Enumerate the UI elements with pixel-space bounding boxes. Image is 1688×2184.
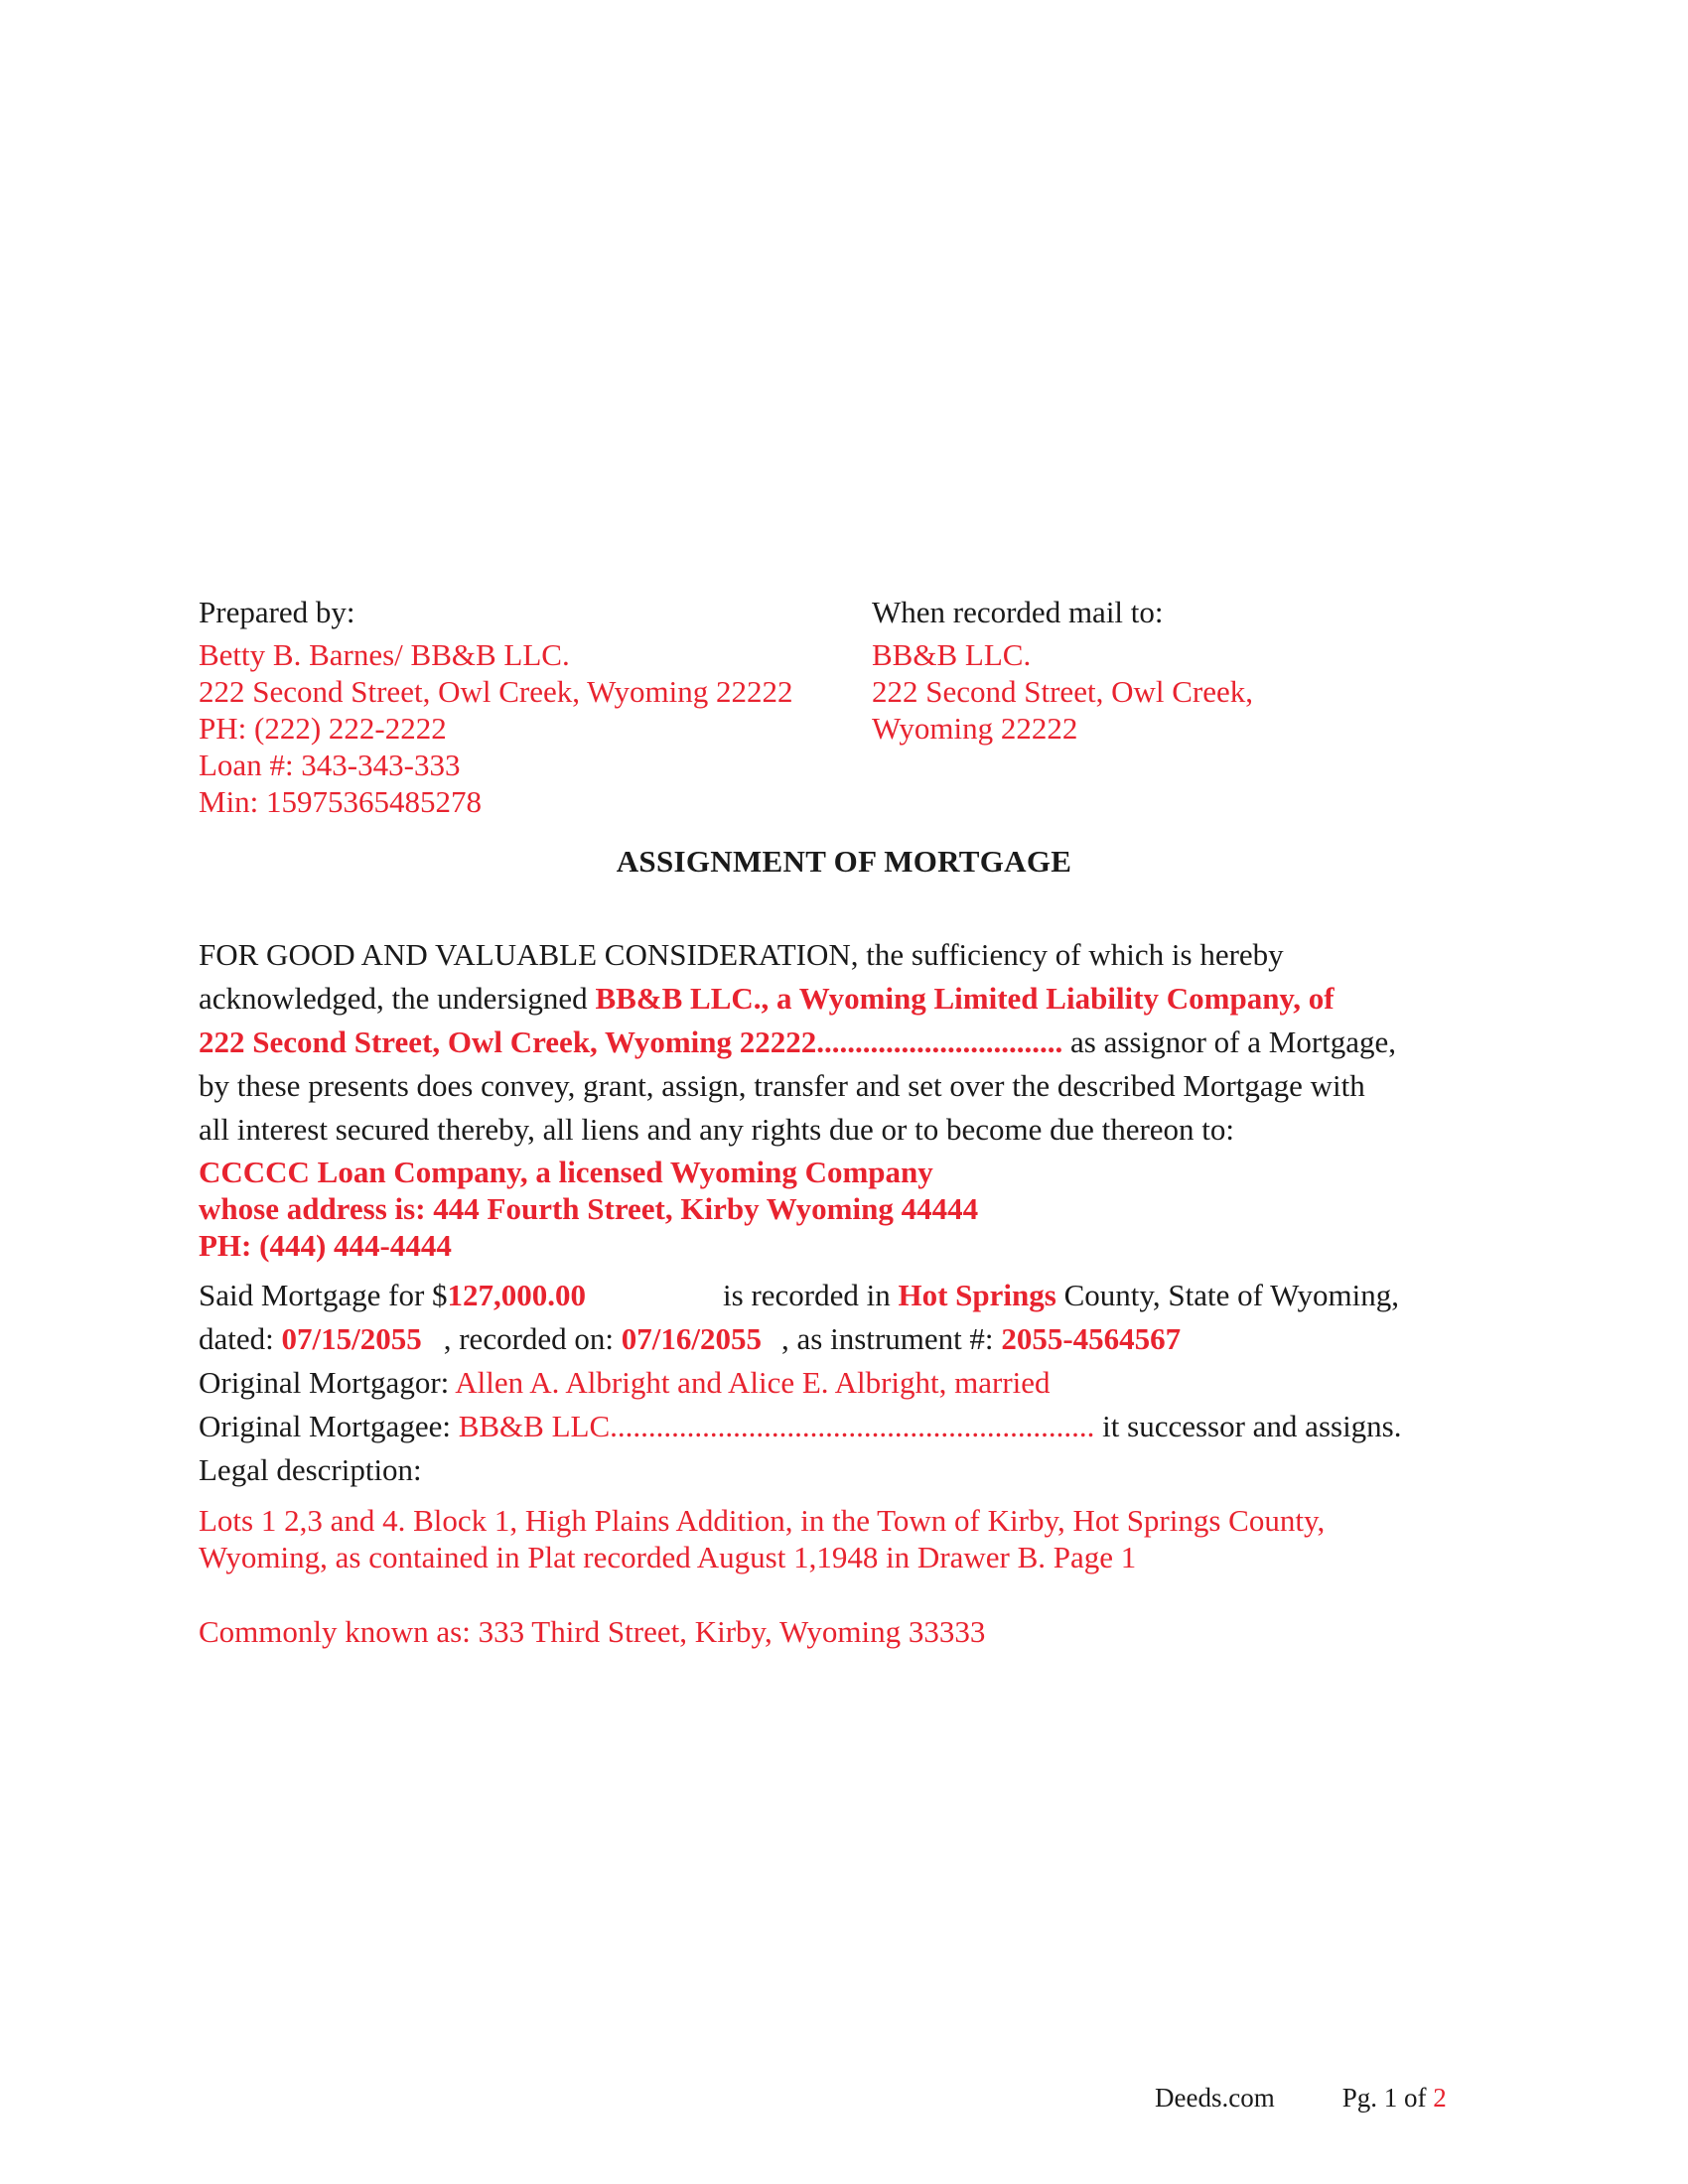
- document-body: [199, 933, 1489, 1650]
- consideration-line-3: [199, 1021, 1489, 1064]
- mortgage-dates-line: [199, 1317, 1489, 1361]
- prepared-by-label: Prepared by:: [199, 595, 355, 629]
- mortgage-amount-line: [199, 1274, 1489, 1317]
- commonly-known-as: Commonly known as: 333 Third Street, Kirby, Wyoming 33333: [199, 1614, 986, 1649]
- legal-description-line-2: Wyoming, as contained in Plat recorded August 1,1948 in Drawer B. Page 1: [199, 1540, 1137, 1574]
- acknowledged-text: acknowledged, the undersigned: [199, 981, 596, 1016]
- county-name: Hot Springs: [898, 1278, 1056, 1312]
- footer-site: Deeds.com: [1155, 2083, 1275, 2113]
- min-number: Min: 15975365485278: [199, 784, 483, 819]
- mortgagee-line: [199, 1405, 1489, 1448]
- instrument-label: , as instrument #:: [781, 1321, 1002, 1356]
- preparer-address: 222 Second Street, Owl Creek, Wyoming 22222: [199, 674, 793, 709]
- legal-description-label: Legal description:: [199, 1452, 422, 1487]
- page-number-prefix: Pg. 1 of: [1341, 2083, 1434, 2113]
- assignor-name: BB&B LLC., a Wyoming Limited Liability Company, of: [595, 981, 1335, 1016]
- preparer-name: Betty B. Barnes/ BB&B LLC.: [199, 637, 570, 672]
- dated-label: dated:: [199, 1321, 282, 1356]
- page-footer: [1155, 2083, 1447, 2114]
- legal-description-line-1: Lots 1 2,3 and 4. Block 1, High Plains Addition, in the Town of Kirby, Hot Springs County,: [199, 1503, 1326, 1538]
- mail-to-section: [872, 594, 1253, 747]
- assignor-role-text: as assignor of a Mortgage,: [1062, 1024, 1397, 1059]
- mail-to-city: Wyoming 22222: [872, 711, 1078, 746]
- mail-to-name: BB&B LLC.: [872, 637, 1032, 672]
- mail-to-street: 222 Second Street, Owl Creek,: [872, 674, 1253, 709]
- dated-value: 07/15/2055: [281, 1321, 422, 1356]
- mortgagor-name: Allen A. Albright and Alice E. Albright, married: [455, 1365, 1051, 1400]
- assignee-address: whose address is: 444 Fourth Street, Kirby Wyoming 44444: [199, 1191, 979, 1226]
- mortgage-amount: 127,000.00: [447, 1278, 587, 1312]
- assignee-phone: PH: (444) 444-4444: [199, 1228, 452, 1263]
- page-total: 2: [1433, 2083, 1447, 2113]
- mortgagee-suffix: it successor and assigns.: [1094, 1409, 1402, 1443]
- document-title: ASSIGNMENT OF MORTGAGE: [616, 844, 1072, 879]
- recorded-in-text: is recorded in: [723, 1278, 899, 1312]
- assignor-address: 222 Second Street, Owl Creek, Wyoming 22222................................: [199, 1024, 1063, 1059]
- preparer-phone: PH: (222) 222-2222: [199, 711, 447, 746]
- mortgagee-name: BB&B LLC...............................................................: [458, 1409, 1095, 1443]
- mail-to-label: When recorded mail to:: [872, 595, 1164, 629]
- instrument-number: 2055-4564567: [1001, 1321, 1182, 1356]
- recorded-on-value: 07/16/2055: [621, 1321, 763, 1356]
- assignee-name: CCCCC Loan Company, a licensed Wyoming Company: [199, 1155, 933, 1189]
- amount-prefix: Said Mortgage for $: [199, 1278, 448, 1312]
- consideration-line-5: all interest secured thereby, all liens and any rights due or to become due thereon to:: [199, 1112, 1235, 1147]
- consideration-line-4: by these presents does convey, grant, assign, transfer and set over the described Mortgage with: [199, 1068, 1365, 1103]
- consideration-line-1: FOR GOOD AND VALUABLE CONSIDERATION, the sufficiency of which is hereby: [199, 937, 1284, 972]
- prepared-by-section: [199, 594, 793, 820]
- county-suffix: County, State of Wyoming,: [1055, 1278, 1400, 1312]
- loan-number: Loan #: 343-343-333: [199, 748, 461, 782]
- mortgagee-label: Original Mortgagee:: [199, 1409, 459, 1443]
- recorded-on-label: , recorded on:: [443, 1321, 622, 1356]
- assignee-block: [199, 1154, 1489, 1264]
- legal-description: [199, 1502, 1489, 1575]
- mortgagor-label: Original Mortgagor:: [199, 1365, 456, 1400]
- consideration-line-2: [199, 977, 1489, 1021]
- mortgagor-line: [199, 1361, 1489, 1405]
